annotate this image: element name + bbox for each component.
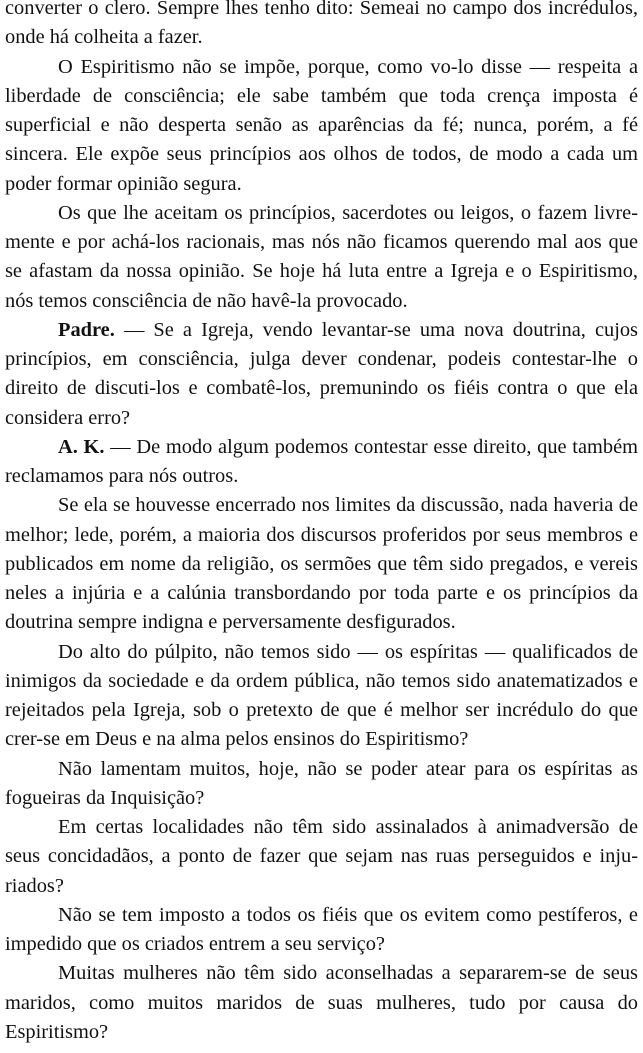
dialogue-paragraph <box>5 316 638 433</box>
speaker-label: A. K. <box>58 435 105 458</box>
paragraph-text: Não lamentam muitos, hoje, não se poder atear para os espíritas as fogueiras da Inquisição? <box>5 757 638 809</box>
paragraph <box>5 813 638 901</box>
paragraph-text: Em certas localidades não têm sido assinalados à animadversão de seus concidadãos, a ponto de fazer que sejam nas ruas perseguidos e injuriados? <box>5 816 638 897</box>
paragraph-text: O Espiritismo não se impõe, porque, como vo-lo disse — respeita a liberdade de consciência; ele sabe também que toda crença imposta é superficial e não desperta senão as aparências da fé; nunca, porém, a fé sincera. Ele expõe seus princípios aos olhos de todos, de modo a cada um poder formar opinião segura. <box>5 55 638 195</box>
paragraph-text: Se ela se houvesse encerrado nos limites da discussão, nada haveria de melhor; lede, porém, a maioria dos discursos proferidos por seus membros e publicados em nome da religião, os sermões que têm sido pregados, e vereis neles a injúria e a calúnia transbordando por toda parte e os princípios da doutrina sempre indigna e perversamente desfigurados. <box>5 494 638 634</box>
paragraph-text: Os que lhe aceitam os princípios, sacerdotes ou leigos, o fazem livremente e por achá-los racionais, mas nós não ficamos querendo mal aos que se afastam da nossa opinião. Se hoje há luta entre a Igreja e o Espiritismo, nós temos consciência de não havê-la provocado. <box>5 201 638 312</box>
paragraph <box>5 901 638 960</box>
paragraph <box>5 53 638 199</box>
paragraph <box>5 199 638 316</box>
speaker-label: Padre. <box>58 318 115 341</box>
paragraph <box>5 959 638 1047</box>
paragraph-text: Do alto do púlpito, não temos sido — os espíritas — qualificados de inimigos da sociedade e da ordem pública, não temos sido anatematizados e rejeitados pela Igreja, sob o pretexto de que é melhor ser incrédulo do que crer-se em Deus e na alma pelos ensinos do Espiritismo? <box>5 640 638 751</box>
paragraph <box>5 755 638 814</box>
paragraph-text: — De modo algum podemos contestar esse direito, que também reclamamos para nós outros. <box>5 435 638 487</box>
body-text <box>5 0 638 1047</box>
paragraph <box>5 491 638 637</box>
paragraph-text: Muitas mulheres não têm sido aconselhadas a separarem-se de seus maridos, como muitos maridos de suas mulheres, tudo por causa do Espiritismo? <box>5 962 638 1043</box>
paragraph-text: Não se tem imposto a todos os fiéis que os evitem como pestíferos, e impedido que os criados entrem a seu serviço? <box>5 903 638 955</box>
dialogue-paragraph <box>5 433 638 492</box>
paragraph <box>5 0 638 53</box>
paragraph-text: converter o clero. Sempre lhes tenho dito: Semeai no campo dos incrédulos, onde há colheita a fazer. <box>5 0 638 49</box>
paragraph <box>5 638 638 755</box>
paragraph-text: — Se a Igreja, vendo levantar-se uma nova doutrina, cujos princípios, em consciência, julga dever condenar, podeis contestar-lhe o direito de discuti-los e combatê-los, premunindo os fiéis contra o que ela considera erro? <box>5 318 638 429</box>
